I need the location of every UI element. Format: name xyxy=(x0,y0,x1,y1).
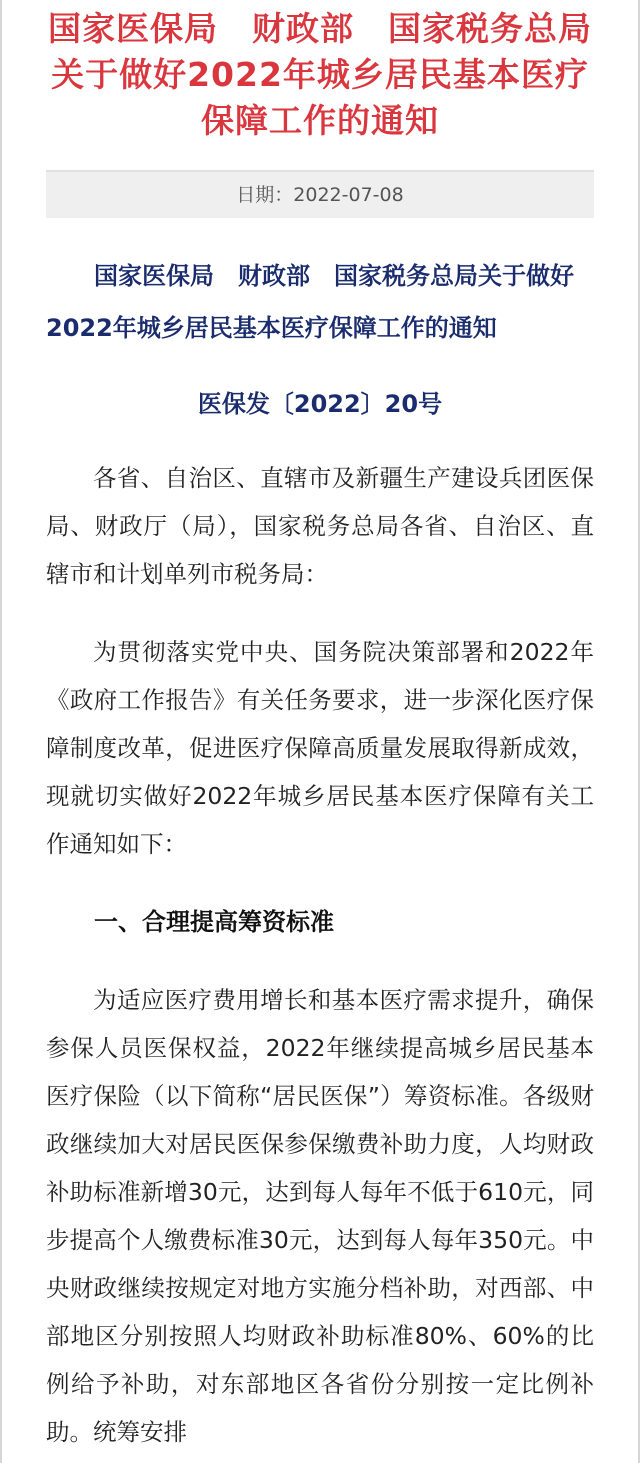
intro-paragraph: 为贯彻落实党中央、国务院决策部署和2022年《政府工作报告》有关任务要求，进一步深化医疗保障制度改革，促进医疗保障高质量发展取得新成效，现就切实做好2022年城乡居民基本医疗保障有关工作通知如下： xyxy=(46,638,594,858)
document-heading: 国家医保局 财政部 国家税务总局关于做好2022年城乡居民基本医疗保障工作的通知 xyxy=(46,262,574,342)
section-1-title: 一、合理提高筹资标准 xyxy=(94,908,334,936)
section-1-paragraph: 为适应医疗费用增长和基本医疗需求提升，确保参保人员医保权益，2022年继续提高城乡居民基本医疗保险（以下简称“居民医保”）筹资标准。各级财政继续加大对居民医保参保缴费补助力度，人均财政补助标准新增30元，达到每人每年不低于610元，同步提高个人缴费标准30元，达到每人每年350元。中央财政继续按规定对地方实施分档补助，对西部、中部地区分别按照人均财政补助标准80%、60%的比例给予补助，对东部地区各省份分别按一定比例补助。统筹安排 xyxy=(46,986,594,1446)
publish-date: 日期：2022-07-08 xyxy=(46,170,594,218)
article-title: 国家医保局 财政部 国家税务总局关于做好2022年城乡居民基本医疗保障工作的通知 xyxy=(48,9,592,140)
recipients-paragraph: 各省、自治区、直辖市及新疆生产建设兵团医保局、财政厅（局），国家税务总局各省、自治区、直辖市和计划单列市税务局： xyxy=(46,464,594,588)
document-number: 医保发〔2022〕20号 xyxy=(197,390,443,418)
